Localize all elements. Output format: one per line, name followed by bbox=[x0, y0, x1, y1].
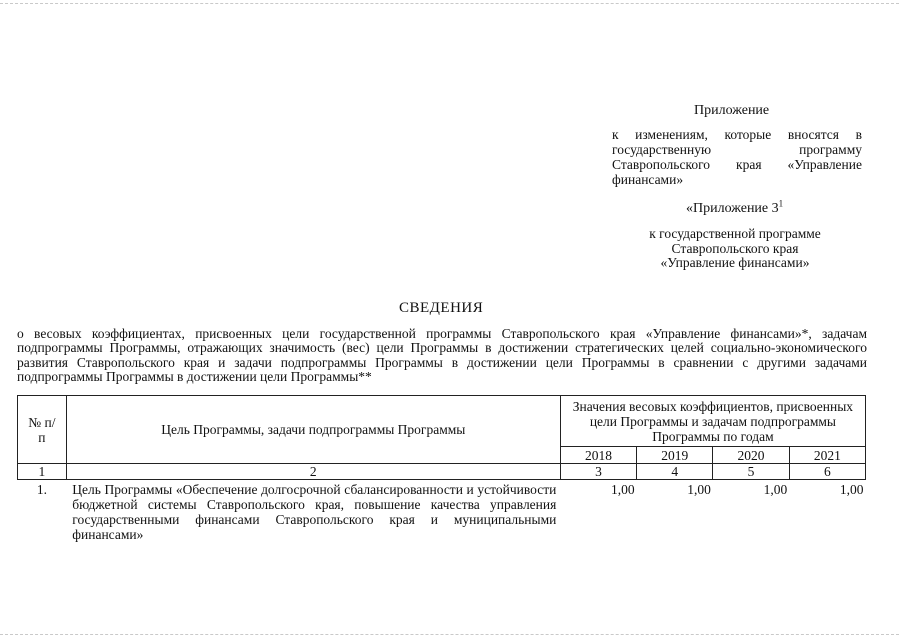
program-ref-line-3: «Управление финансами» bbox=[660, 255, 810, 270]
document-heading: СВЕДЕНИЯ bbox=[399, 300, 484, 316]
program-reference bbox=[632, 227, 838, 271]
column-number-row bbox=[18, 464, 866, 480]
program-ref-line-2: Ставропольского края bbox=[671, 240, 799, 256]
weights-table bbox=[17, 395, 866, 542]
appendix-3-superscript: 1 bbox=[778, 198, 784, 209]
scan-edge-top bbox=[0, 3, 899, 4]
table-row bbox=[18, 480, 866, 543]
appendix-to-changes: к изменениям, которые вносятся в государственную программу Ставропольского края «Управление финансами» bbox=[612, 127, 862, 187]
column-number-2: 2 bbox=[66, 464, 560, 480]
header-goal: Цель Программы, задачи подпрограммы Программы bbox=[66, 396, 560, 464]
row-value-2019: 1,00 bbox=[687, 482, 711, 497]
appendix-3-label bbox=[686, 198, 784, 217]
table-header-row bbox=[18, 396, 866, 447]
column-number-6: 6 bbox=[789, 464, 865, 480]
row-number: 1. bbox=[36, 482, 47, 497]
program-ref-line-1: к государственной программе bbox=[649, 226, 821, 241]
appendix-3-text: «Приложение 3 bbox=[686, 201, 779, 216]
scan-edge-bottom bbox=[0, 634, 899, 635]
row-value-2020: 1,00 bbox=[763, 482, 788, 497]
header-year-2018: 2018 bbox=[560, 447, 636, 464]
header-year-2020: 2020 bbox=[713, 447, 789, 464]
column-number-3: 3 bbox=[560, 464, 636, 480]
header-values: Значения весовых коэффициентов, присвоенных цели Программы и задачам подпрограммы Программы по годам bbox=[560, 396, 865, 447]
appendix-title: Приложение bbox=[694, 103, 770, 118]
row-value-2021: 1,00 bbox=[839, 482, 864, 497]
document-description: о весовых коэффициентах, присвоенных цели государственной программы Ставропольского края «Управление финансами»*, задачам подпрограммы Программы, отражающих значимость (вес) цели Программы в достижении стратегических целей социально-экономического развития Ставропольского края и задачи подпрограммы Программы в достижении цели Программы в сравнении с другими задачами подпрограммы Программы в достижении цели Программы** bbox=[17, 326, 867, 384]
header-num-label: № п/п bbox=[28, 414, 56, 445]
header-num bbox=[18, 396, 67, 464]
column-number-1: 1 bbox=[18, 464, 67, 480]
header-year-2021: 2021 bbox=[789, 447, 865, 464]
column-number-5: 5 bbox=[713, 464, 789, 480]
column-number-4: 4 bbox=[637, 464, 713, 480]
header-year-2019: 2019 bbox=[637, 447, 713, 464]
row-value-2018: 1,00 bbox=[611, 482, 635, 497]
row-goal-text: Цель Программы «Обеспечение долгосрочной сбалансированности и устойчивости бюджетной системы Ставропольского края, повышение качества управления государственными финансами Ставропольского края и муниципальными финансами» bbox=[72, 482, 557, 542]
